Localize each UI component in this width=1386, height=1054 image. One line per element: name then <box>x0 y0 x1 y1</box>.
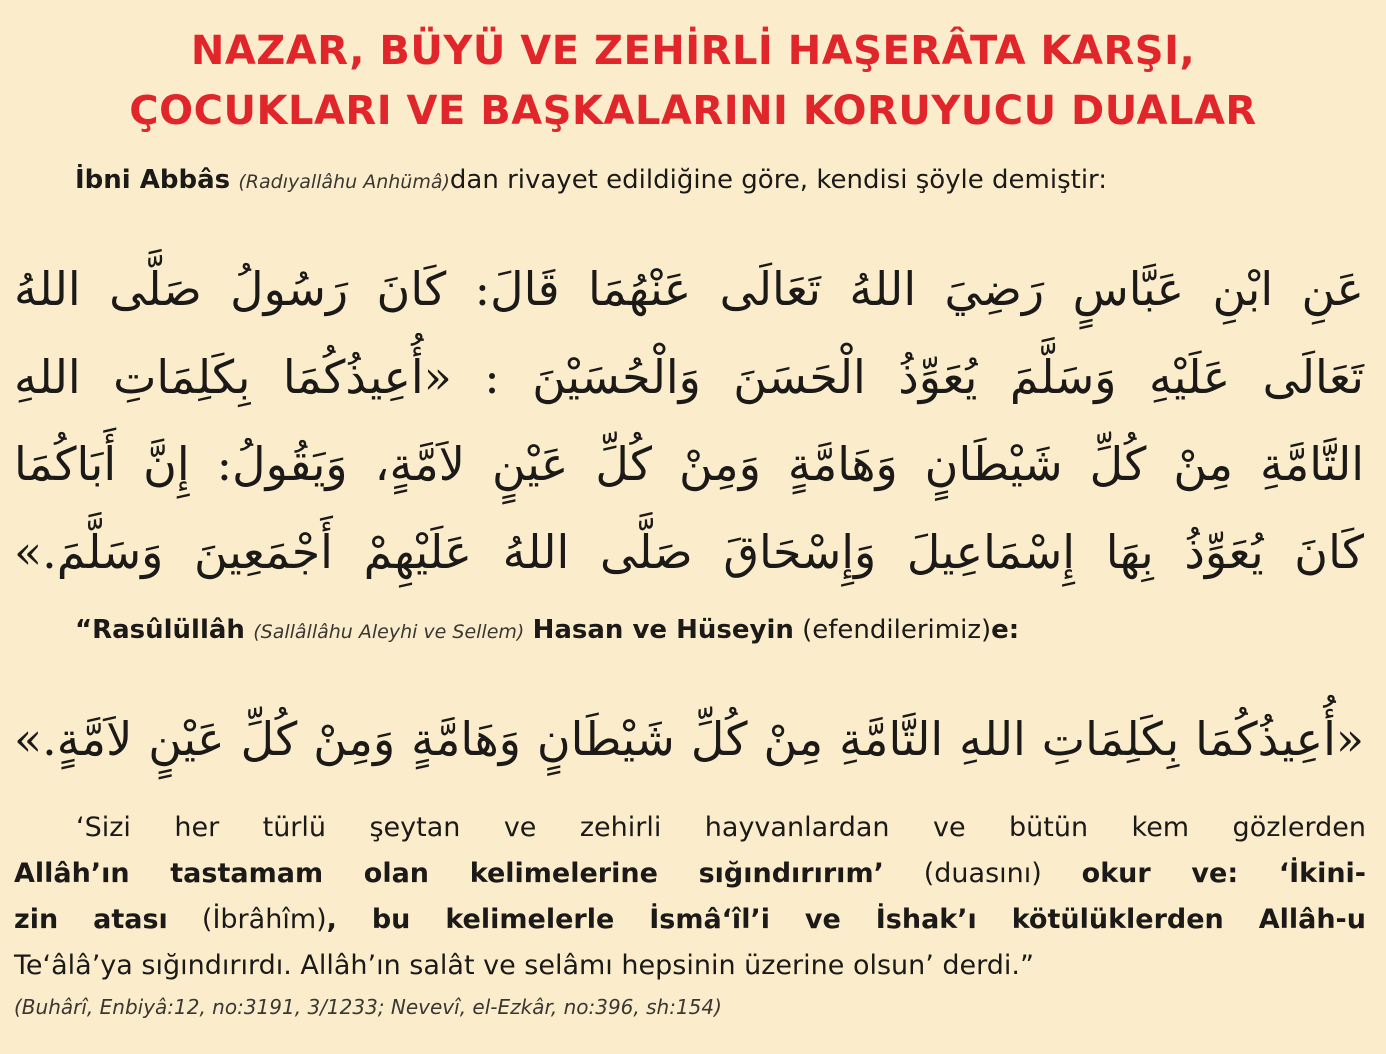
narration-paren: (efendilerimiz) <box>802 615 992 645</box>
intro-name: İbni Abbâs <box>75 165 231 195</box>
arabic-hadith-line-4: كَانَ يُعَوِّذُ بِهَا إِسْمَاعِيلَ وَإِسْحَاقَ صَلَّى اللهُ عَلَيْهِمْ أَجْمَعِينَ وَسَلَّمَ.» <box>14 525 1364 579</box>
translation-line-3a: zin atası <box>14 904 168 935</box>
narration-line <box>75 615 1019 645</box>
narration-name: “Rasûlüllâh <box>75 615 245 645</box>
intro-text: dan rivayet edildiğine göre, kendisi şöyle demiştir: <box>449 165 1108 195</box>
translation-line-2 <box>14 858 1366 889</box>
page-title-line-1: NAZAR, BÜYÜ VE ZEHİRLİ HAŞERÂTA KARŞI, <box>190 28 1196 74</box>
translation-line-3 <box>14 904 1366 935</box>
translation-line-2b: (duasını) <box>923 858 1042 889</box>
arabic-hadith-line-2: تَعَالَى عَلَيْهِ وَسَلَّمَ يُعَوِّذُ الْحَسَنَ وَالْحُسَيْنَ : «أُعِيذُكُمَا بِكَلِمَاتِ اللهِ <box>14 350 1364 404</box>
arabic-hadith-line-3: التَّامَّةِ مِنْ كُلِّ شَيْطَانٍ وَهَامَّةٍ وَمِنْ كُلِّ عَيْنٍ لاَمَّةٍ، وَيَقُولُ: إِنَّ أَبَاكُمَا <box>14 437 1364 491</box>
page-title-line-2: ÇOCUKLARI VE BAŞKALARINI KORUYUCU DUALAR <box>129 88 1257 134</box>
intro-line <box>75 165 1107 195</box>
translation-line-1: ‘Sizi her türlü şeytan ve zehirli hayvanlardan ve bütün kem gözlerden <box>76 812 1366 843</box>
arabic-dua: «أُعِيذُكُمَا بِكَلِمَاتِ اللهِ التَّامَّةِ مِنْ كُلِّ شَيْطَانٍ وَهَامَّةٍ وَمِنْ كُلِّ عَيْنٍ لاَمَّةٍ.» <box>14 712 1364 766</box>
intro-honorific: (Radıyallâhu Anhümâ) <box>238 171 450 193</box>
narration-names: Hasan ve Hüseyin <box>532 615 794 645</box>
translation-line-2a: Allâh’ın tastamam olan kelimelerine sığındırırım’ <box>14 858 884 889</box>
translation-line-3b: (İbrâhîm) <box>201 904 327 935</box>
translation-line-4: Te‘âlâ’ya sığındırırdı. Allâh’ın salât ve selâmı hepsinin üzerine olsun’ derdi.” <box>14 950 1035 981</box>
translation-line-3c: , bu kelimelerle İsmâ‘îl’i ve İshak’ı kötülüklerden Allâh-u <box>326 904 1366 935</box>
translation-line-2c: okur ve: ‘İkini- <box>1081 858 1367 889</box>
arabic-hadith-line-1: عَنِ ابْنِ عَبَّاسٍ رَضِيَ اللهُ تَعَالَى عَنْهُمَا قَالَ: كَانَ رَسُولُ صَلَّى اللهُ <box>14 262 1364 316</box>
narration-suffix: e: <box>991 615 1020 645</box>
narration-honorific: (Sallâllâhu Aleyhi ve Sellem) <box>253 621 525 643</box>
source-citation: (Buhârî, Enbiyâ:12, no:3191, 3/1233; Nevevî, el-Ezkâr, no:396, sh:154) <box>14 995 722 1019</box>
